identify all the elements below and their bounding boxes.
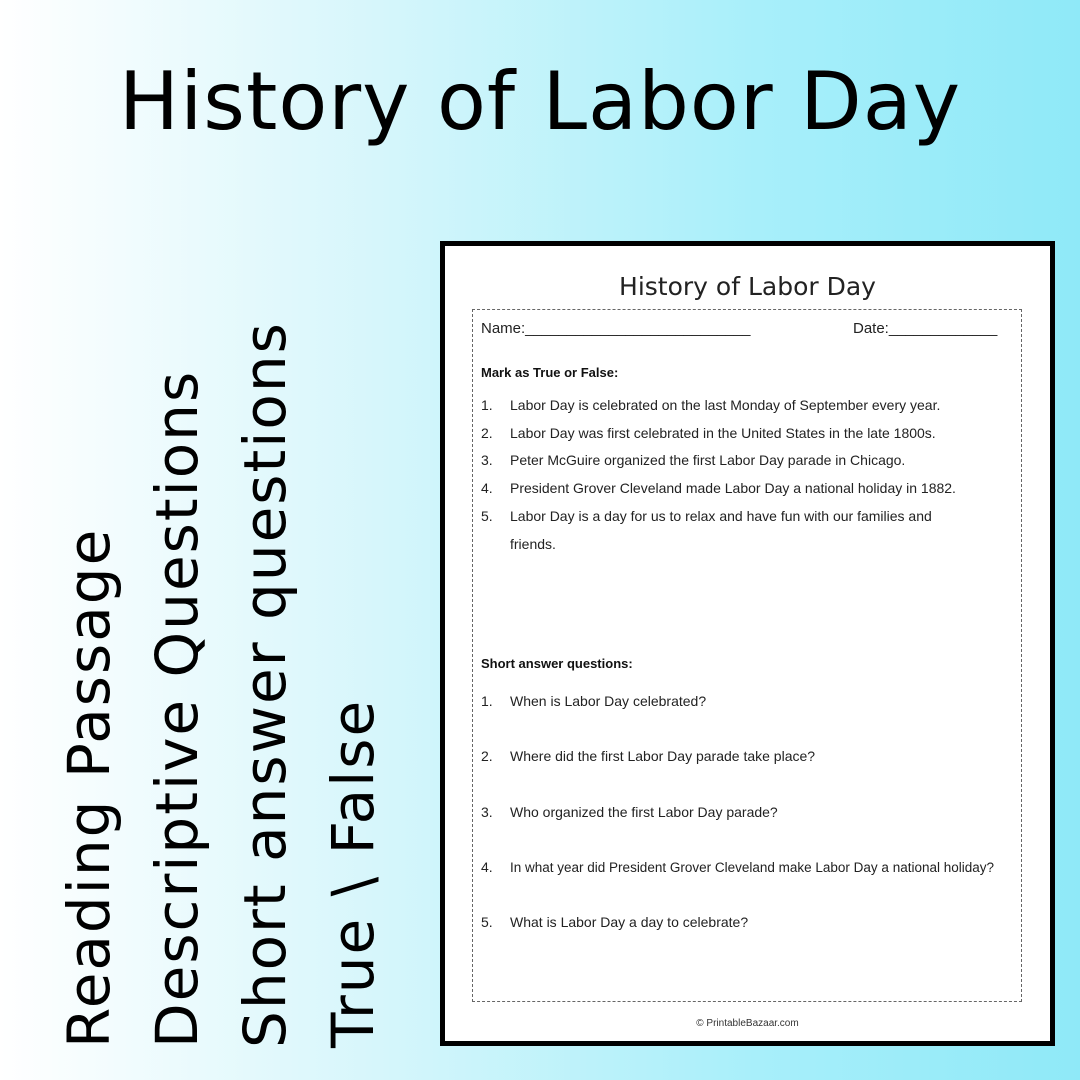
item-text: Peter McGuire organized the first Labor Day parade in Chicago. xyxy=(510,452,906,468)
true-false-item xyxy=(481,503,1011,530)
item-text: What is Labor Day a day to celebrate? xyxy=(510,914,749,930)
item-text: Who organized the first Labor Day parade? xyxy=(510,804,778,820)
worksheet-title: History of Labor Day xyxy=(619,272,876,301)
label-short-answer-questions: Short answer questions xyxy=(231,321,299,1048)
item-text: President Grover Cleveland made Labor Day a national holiday in 1882. xyxy=(510,480,956,496)
true-false-item xyxy=(481,475,1011,502)
item-text: Where did the first Labor Day parade take place? xyxy=(510,748,816,764)
item-text: Labor Day is a day for us to relax and have fun with our families and xyxy=(510,508,932,524)
short-answer-item xyxy=(481,743,1011,770)
item-number: 4. xyxy=(481,480,493,496)
item-number: 5. xyxy=(481,914,493,930)
short-answer-item xyxy=(481,909,1011,936)
date-field: Date:_____________ xyxy=(853,320,998,337)
worksheet-content xyxy=(472,309,1022,1002)
resource-type-labels xyxy=(45,248,387,1048)
item-number: 3. xyxy=(481,452,493,468)
item-text: Labor Day was first celebrated in the United States in the late 1800s. xyxy=(510,425,936,441)
short-answer-heading: Short answer questions: xyxy=(481,656,633,671)
item-number: 1. xyxy=(481,397,493,413)
true-false-item xyxy=(481,420,1011,447)
item-text-continued: friends. xyxy=(510,536,556,552)
label-descriptive-questions: Descriptive Questions xyxy=(143,369,211,1048)
true-false-heading: Mark as True or False: xyxy=(481,365,619,380)
item-text: In what year did President Grover Cleveland make Labor Day a national holiday? xyxy=(510,860,995,875)
item-text: When is Labor Day celebrated? xyxy=(510,693,707,709)
name-field: Name:___________________________ xyxy=(481,320,751,337)
worksheet-preview xyxy=(440,241,1055,1046)
item-number: 1. xyxy=(481,693,493,709)
true-false-item xyxy=(481,392,1011,419)
item-number: 3. xyxy=(481,804,493,820)
page-title: History of Labor Day xyxy=(118,55,962,148)
item-number: 2. xyxy=(481,425,493,441)
item-number: 5. xyxy=(481,508,493,524)
item-number: 2. xyxy=(481,748,493,764)
short-answer-item xyxy=(481,854,1026,881)
short-answer-item xyxy=(481,688,1011,715)
item-text: Labor Day is celebrated on the last Monday of September every year. xyxy=(510,397,941,413)
label-reading-passage: Reading Passage xyxy=(55,527,123,1048)
copyright-notice: © PrintableBazaar.com xyxy=(696,1018,799,1029)
item-number: 4. xyxy=(481,859,493,875)
label-true-false: True \ False xyxy=(319,698,387,1048)
true-false-item xyxy=(481,447,1011,474)
short-answer-item xyxy=(481,799,1011,826)
